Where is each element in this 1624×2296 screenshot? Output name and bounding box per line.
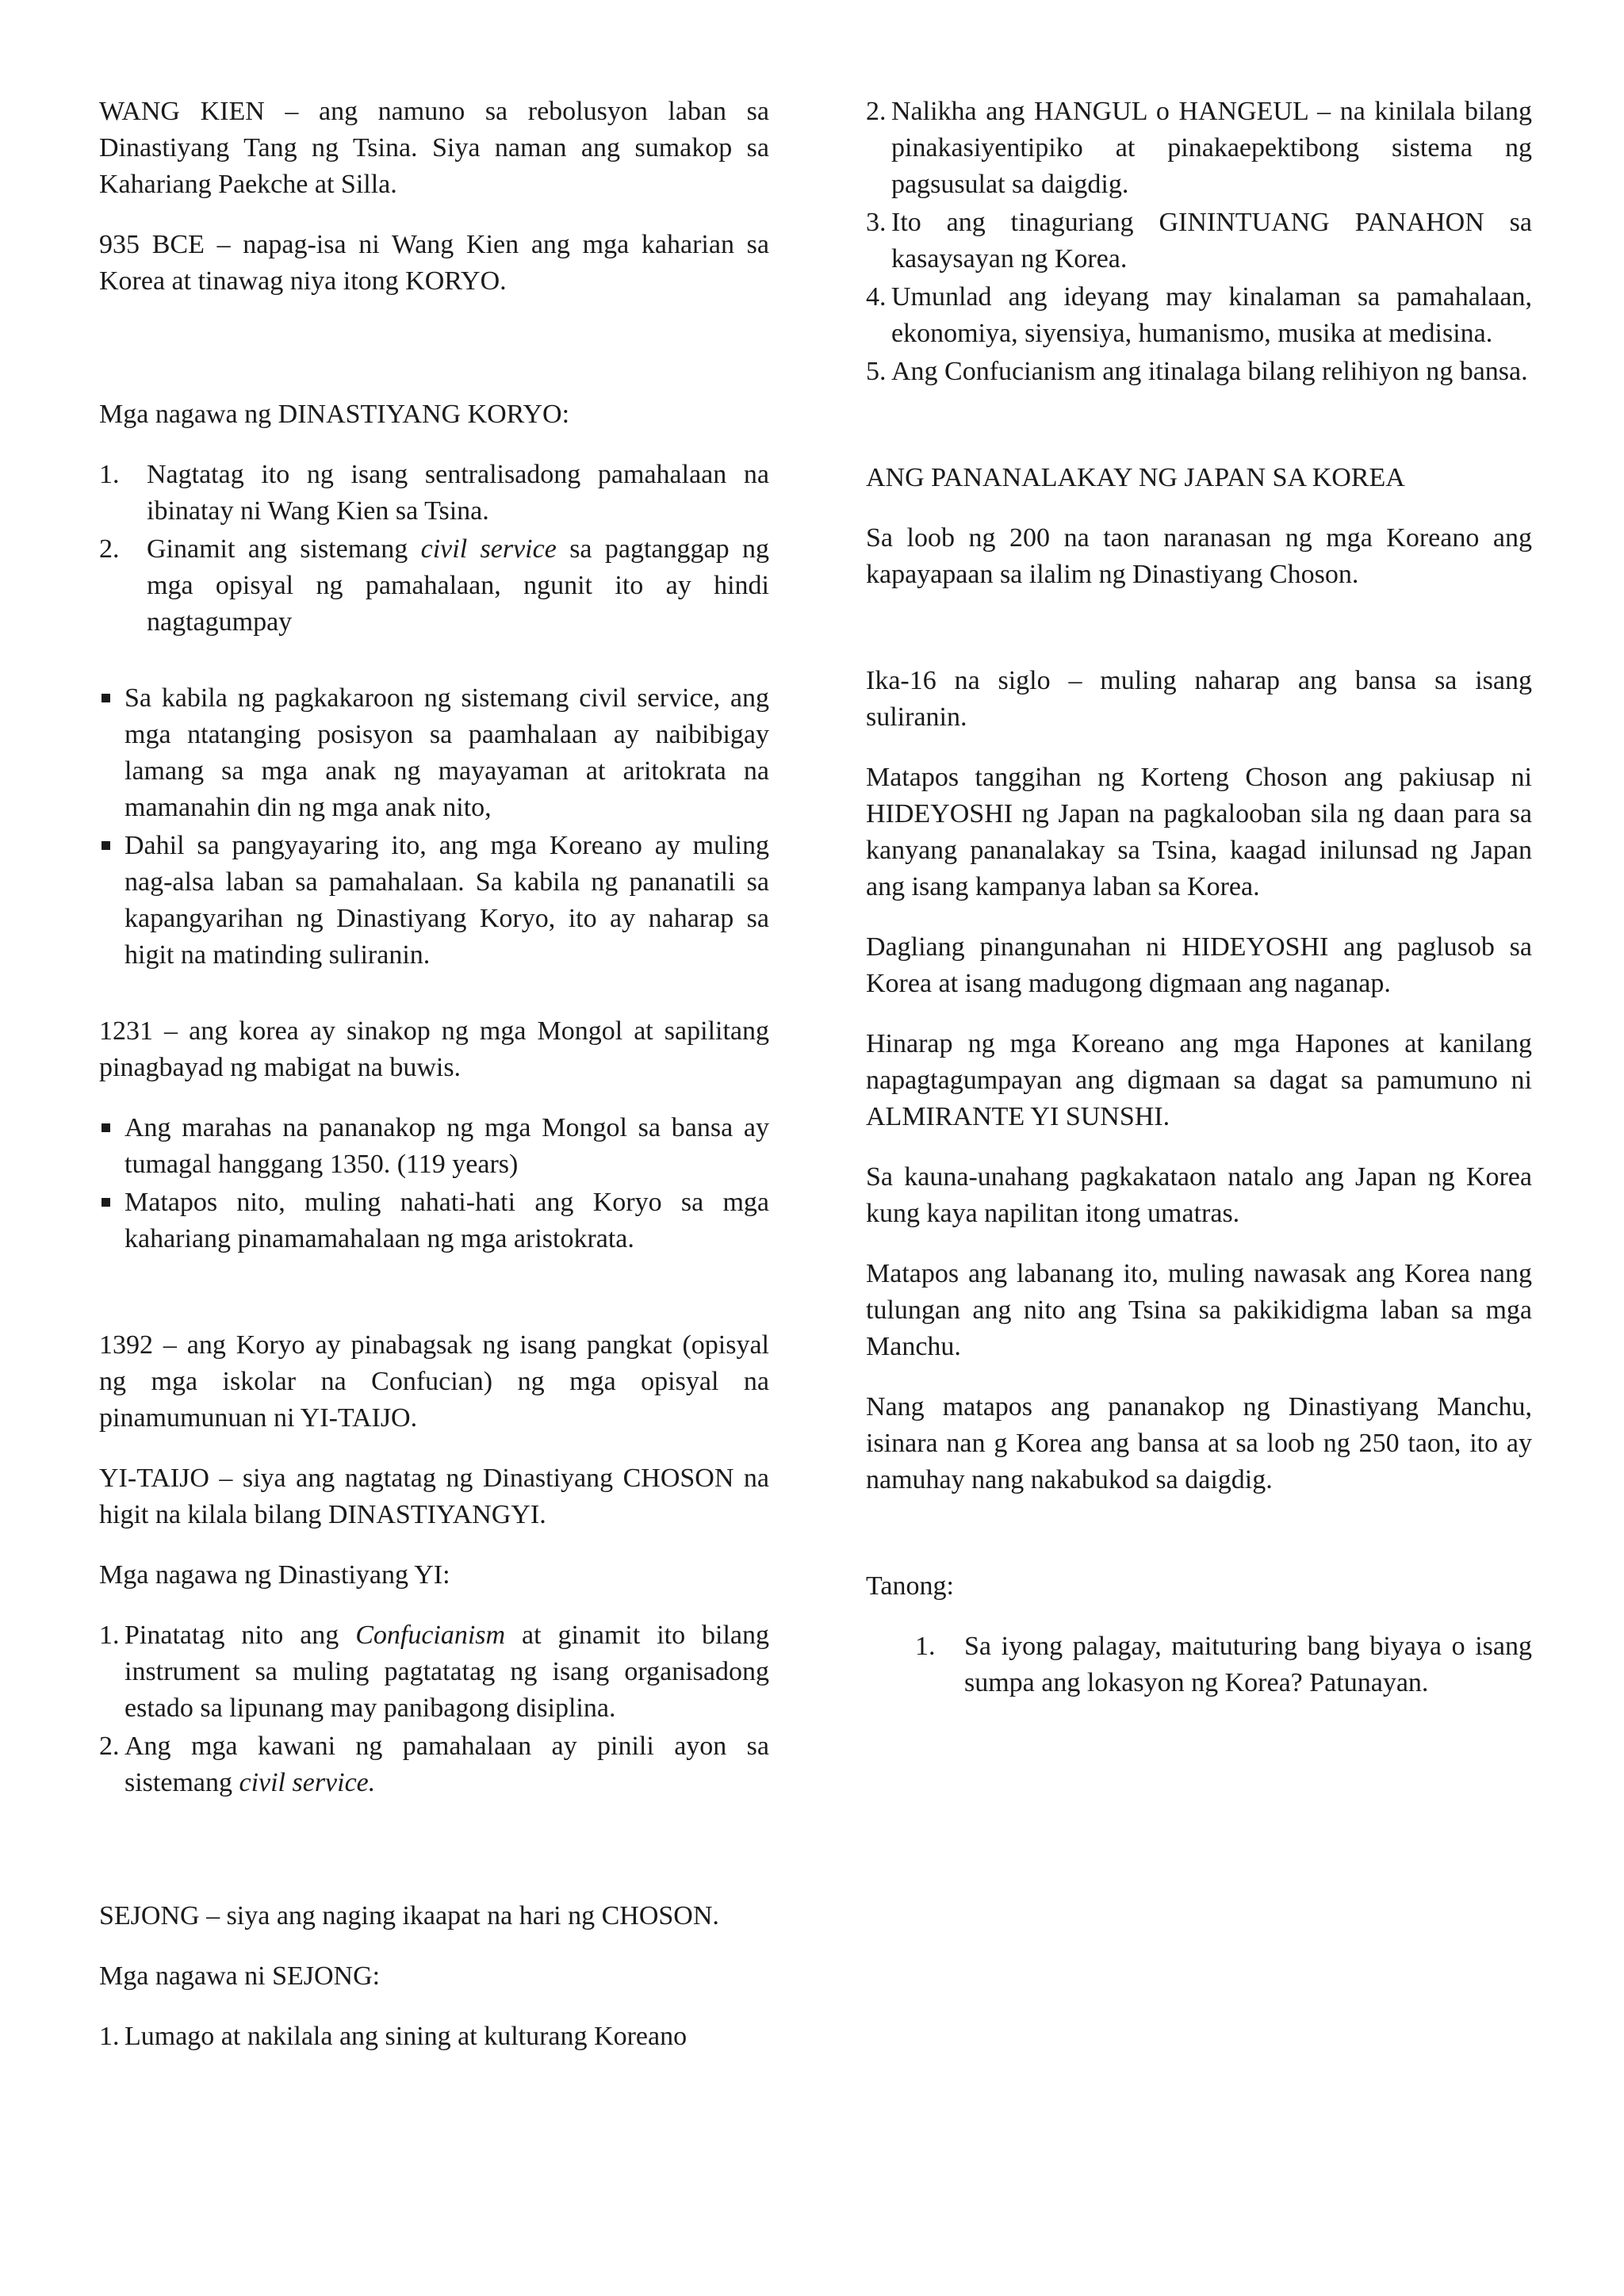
- mongol-bullets: [99, 1110, 769, 1257]
- question-list: [915, 1628, 1532, 1701]
- yi-list: [99, 1617, 769, 1801]
- square-bullet-icon: [99, 1110, 124, 1183]
- list-item: 5. Ang Confucianism ang itinalaga bilang relihiyon ng bansa.: [866, 357, 1528, 386]
- list-item: Sa kabila ng pagkakaroon ng sistemang civil service, ang mga ntatanging posisyon sa paamhalaan ay naibibigay lamang sa mga anak ng mayayaman at aritokrata na mamanahin din ng mga anak nito,: [99, 680, 769, 826]
- list-item: 2. Nalikha ang HANGUL o HANGEUL – na kinilala bilang pinakasiyentipiko at pinakaepektibong sistema ng pagsusulat sa daigdig.: [866, 97, 1532, 199]
- square-bullet-icon: [99, 828, 124, 974]
- paragraph-1231: 1231 – ang korea ay sinakop ng mga Mongol at sapilitang pinagbayad ng mabigat na buwis.: [99, 1016, 769, 1082]
- list-item: 2. Ang mga kawani ng pamahalaan ay pinili ayon sa sistemang civil service.: [99, 1732, 769, 1797]
- list-item: 3. Ito ang tinaguriang GININTUANG PANAHON sa kasaysayan ng Korea.: [866, 208, 1532, 274]
- list-item: Dahil sa pangyayaring ito, ang mga Koreano ay muling nag-alsa laban sa pamahalaan. Sa kabila ng pananatili sa kapangyarihan ng Dinastiyang Koryo, ito ay naharap sa higit na matinding suliranin.: [99, 828, 769, 974]
- paragraph-japan-defeat: Sa kauna-unahang pagkakataon natalo ang Japan ng Korea kung kaya napilitan itong umatras.: [866, 1162, 1532, 1228]
- heading-japan-invasion: ANG PANANALAKAY NG JAPAN SA KOREA: [866, 463, 1405, 492]
- paragraph-yi-taijo: YI-TAIJO – siya ang nagtatag ng Dinastiyang CHOSON na higit na kilala bilang DINASTIYANGYI.: [99, 1464, 769, 1529]
- list-item: 1. Lumago at nakilala ang sining at kulturang Koreano: [99, 2022, 688, 2051]
- koryo-list: [99, 457, 769, 641]
- paragraph-sejong: SEJONG – siya ang naging ikaapat na hari ng CHOSON.: [99, 1901, 719, 1931]
- right-column: [866, 94, 1532, 1725]
- paragraph-935-bce: 935 BCE – napag-isa ni Wang Kien ang mga kaharian sa Korea at tinawag niya itong KORYO.: [99, 230, 769, 296]
- paragraph-16th-century: Ika-16 na siglo – muling naharap ang bansa sa isang suliranin.: [866, 666, 1532, 732]
- paragraph-manchu-war: Matapos ang labanang ito, muling nawasak ang Korea nang tulungan ang nito ang Tsina sa pakikidigma laban sa mga Manchu.: [866, 1259, 1532, 1361]
- paragraph-hideyoshi-request: Matapos tanggihan ng Korteng Choson ang pakiusap ni HIDEYOSHI ng Japan na pagkalooban sila ng daan para sa kanyang pananalakay sa Tsina, kaagad inilunsad ng Japan ang isang kampanya laban sa Korea.: [866, 763, 1532, 901]
- sejong-list: [99, 2019, 769, 2055]
- heading-koryo-achievements: Mga nagawa ng DINASTIYANG KORYO:: [99, 400, 570, 429]
- list-item: 1. Nagtatag ito ng isang sentralisadong pamahalaan na ibinatay ni Wang Kien sa Tsina.: [99, 460, 769, 526]
- left-column: [99, 94, 769, 2079]
- square-bullet-icon: [99, 1184, 124, 1257]
- paragraph-yi-sunshi: Hinarap ng mga Koreano ang mga Hapones at kanilang napagtagumpayan ang digmaan sa dagat sa pamumuno ni ALMIRANTE YI SUNSHI.: [866, 1029, 1532, 1131]
- heading-questions: Tanong:: [866, 1571, 954, 1601]
- list-item: 1. Pinatatag nito ang Confucianism at ginamit ito bilang instrument sa muling pagtatatag ng isang organisadong estado sa lipunang may panibagong disiplina.: [99, 1621, 769, 1723]
- sejong-list-continued: [866, 94, 1532, 390]
- heading-yi-achievements: Mga nagawa ng Dinastiyang YI:: [99, 1560, 450, 1590]
- heading-sejong-achievements: Mga nagawa ni SEJONG:: [99, 1961, 381, 1991]
- paragraph-isolation: Nang matapos ang pananakop ng Dinastiyang Manchu, isinara nan g Korea ang bansa at sa loob ng 250 taon, ito ay namuhay nang nakabukod sa daigdig.: [866, 1392, 1532, 1494]
- paragraph-1392: 1392 – ang Koryo ay pinabagsak ng isang pangkat (opisyal ng mga iskolar na Confucian) ng mga opisyal na pinamumunuan ni YI-TAIJO.: [99, 1330, 769, 1433]
- koryo-bullets: [99, 680, 769, 974]
- square-bullet-icon: [99, 680, 124, 826]
- list-item: Ang marahas na pananakop ng mga Mongol sa bansa ay tumagal hanggang 1350. (119 years): [99, 1110, 769, 1183]
- paragraph-200-years: Sa loob ng 200 na taon naranasan ng mga Koreano ang kapayapaan sa ilalim ng Dinastiyang Choson.: [866, 523, 1532, 589]
- list-item: 1. Sa iyong palagay, maituturing bang biyaya o isang sumpa ang lokasyon ng Korea? Patunayan.: [915, 1632, 1532, 1697]
- paragraph-hideyoshi-invasion: Dagliang pinangunahan ni HIDEYOSHI ang paglusob sa Korea at isang madugong digmaan ang naganap.: [866, 932, 1532, 998]
- list-item: Matapos nito, muling nahati-hati ang Koryo sa mga kahariang pinamamahalaan ng mga aristokrata.: [99, 1184, 769, 1257]
- list-item: 2. Ginamit ang sistemang civil service sa pagtanggap ng mga opisyal ng pamahalaan, ngunit ito ay hindi nagtagumpay: [99, 534, 769, 637]
- list-item: 4. Umunlad ang ideyang may kinalaman sa pamahalaan, ekonomiya, siyensiya, humanismo, musika at medisina.: [866, 282, 1532, 348]
- paragraph-wang-kien: WANG KIEN – ang namuno sa rebolusyon laban sa Dinastiyang Tang ng Tsina. Siya naman ang sumakop sa Kahariang Paekche at Silla.: [99, 97, 769, 199]
